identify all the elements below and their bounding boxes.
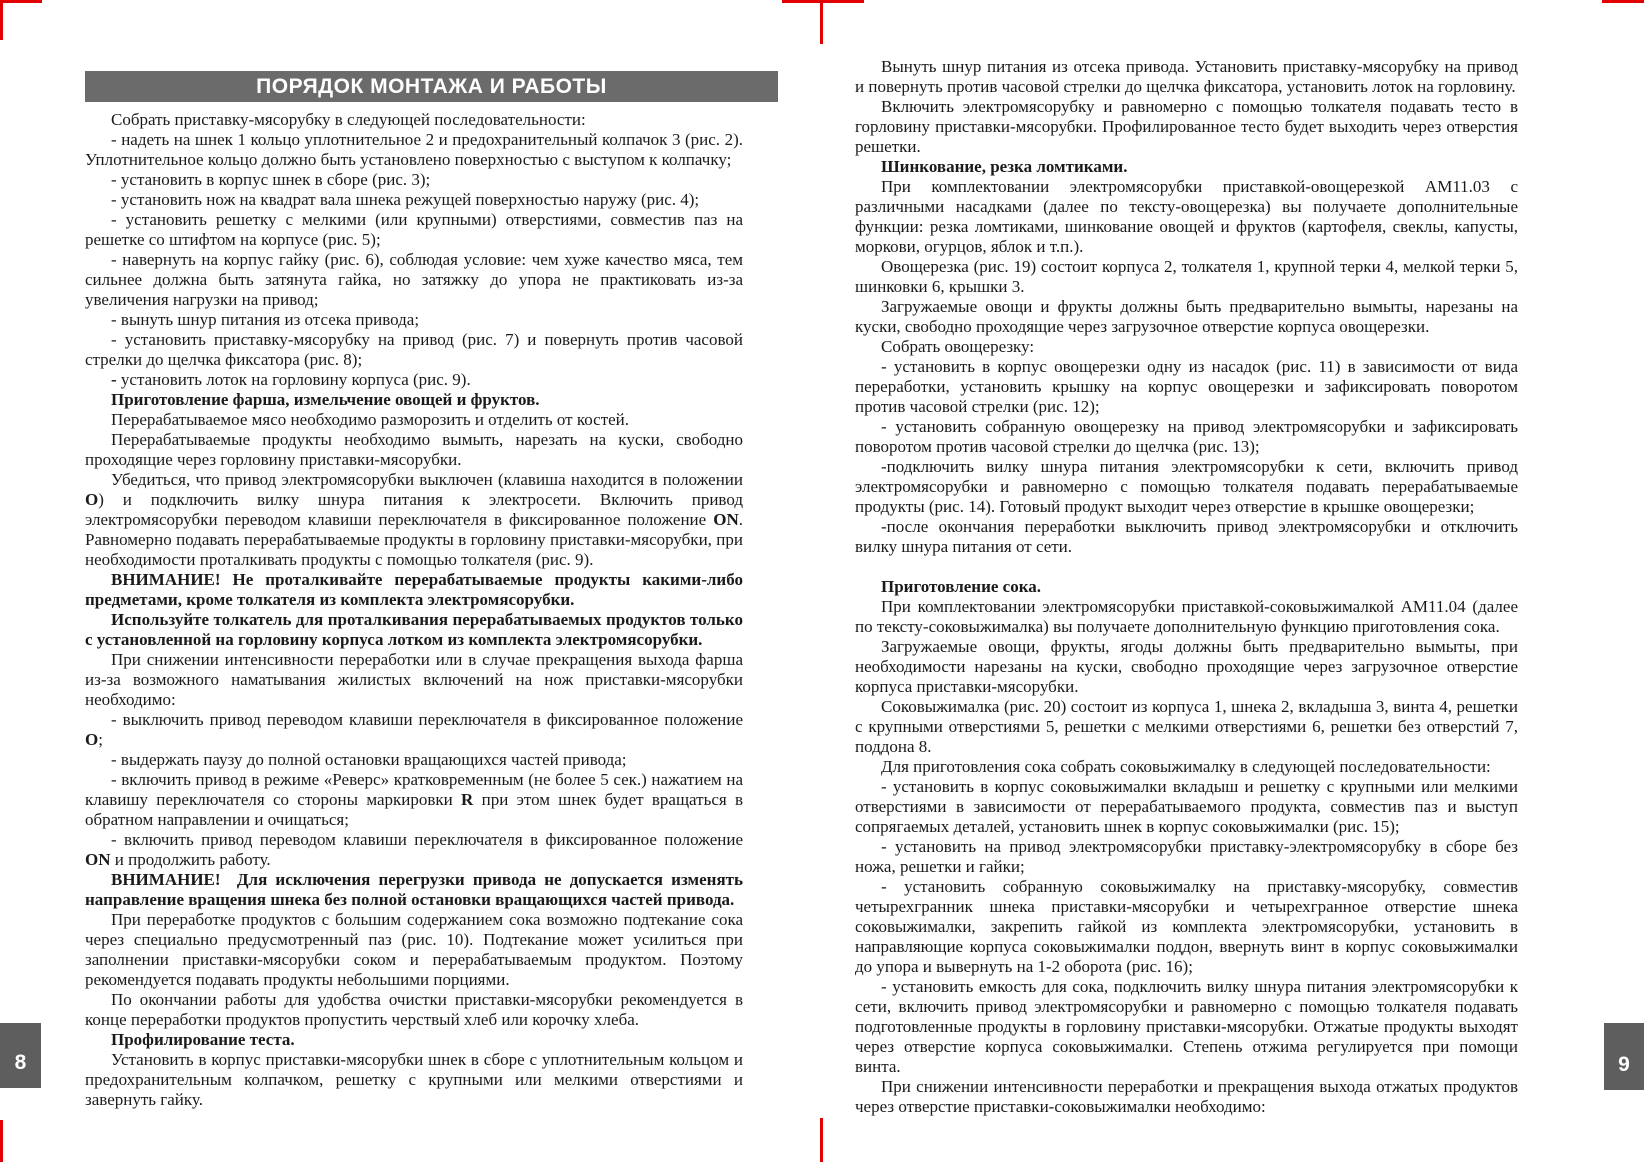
- paragraph: [85, 910, 743, 990]
- text-run: Овощерезка (рис. 19) состоит корпуса 2, толкателя 1, крупной терки 4, мелкой терки 5, шинковки 6, крышки 3.: [855, 257, 1518, 296]
- paragraph: [855, 257, 1518, 297]
- text-run: Установить в корпус приставки-мясорубки шнек в сборе с уплотнительным кольцом и предохранительным колпачком, решетку с крупными или мелкими отверстиями и завернуть гайку.: [85, 1050, 743, 1109]
- page-number-badge-left: [0, 1023, 41, 1088]
- text-run: При снижении интенсивности переработки или в случае прекращения выхода фарша из-за возможного наматывания жилистых включений на нож приставки-мясорубки необходимо:: [85, 650, 743, 709]
- paragraph: [855, 417, 1518, 457]
- crop-mark-bottom-left-vertical: [0, 1120, 3, 1162]
- paragraph: [85, 310, 743, 330]
- text-run: Загружаемые овощи и фрукты должны быть предварительно вымыты, нарезаны на куски, свободно проходящие через загрузочное отверстие корпуса овощерезки.: [855, 297, 1518, 336]
- paragraph: [855, 777, 1518, 837]
- paragraph: [85, 410, 743, 430]
- page-number-badge-right: [1604, 1023, 1644, 1090]
- paragraph: [855, 177, 1518, 257]
- section-header-bar: [85, 71, 778, 102]
- bold-text-run: Шинкование, резка ломтиками.: [881, 157, 1128, 176]
- text-run: - вынуть шнур питания из отсека привода;: [111, 310, 420, 329]
- crop-mark-top-left-horizontal: [0, 0, 42, 3]
- text-run: Убедиться, что привод электромясорубки выключен (клавиша находится в положении: [111, 470, 743, 489]
- text-run: - включить привод в режиме «Реверс» кратковременным (не более 5 сек.) нажатием на клавишу переключателя со стороны маркировки: [85, 770, 743, 809]
- paragraph: [85, 770, 743, 830]
- paragraph: [855, 357, 1518, 417]
- paragraph: [855, 1077, 1518, 1117]
- text-run: - выдержать паузу до полной остановки вращающихся частей привода;: [111, 750, 627, 769]
- paragraph: [85, 570, 743, 610]
- text-run: при этом шнек будет вращаться в обратном направлении и очищаться;: [85, 790, 743, 829]
- text-run: Собрать овощерезку:: [881, 337, 1035, 356]
- text-run: ;: [98, 730, 103, 749]
- bold-text-run: Приготовление сока.: [881, 577, 1042, 596]
- paragraph: [85, 750, 743, 770]
- text-run: Перерабатываемые продукты необходимо вымыть, нарезать на куски, свободно проходящие через горловину приставки-мясорубки.: [85, 430, 743, 469]
- bold-text-run: О: [85, 730, 99, 749]
- text-run: При снижении интенсивности переработки и прекращения выхода отжатых продуктов через отверстие приставки-соковыжималки необходимо:: [855, 1077, 1518, 1116]
- paragraph: [855, 837, 1518, 877]
- page-number-right: 9: [1618, 1052, 1630, 1076]
- right-page-text-column: [855, 57, 1518, 1117]
- paragraph: [855, 977, 1518, 1077]
- paragraph: [855, 57, 1518, 97]
- bold-text-run: Используйте толкатель для проталкивания перерабатываемых продуктов только с установленной на горловину корпуса лотком из комплекта электромясорубки.: [85, 610, 743, 649]
- text-run: - установить емкость для сока, подключить вилку шнура питания электромясорубки к сети, включить привод электромясорубки и равномерно с помощью толкателя подавать подготовленные продукты в горловину приставки-мясорубки. Отжатые продукты выходят через отверстие корпуса соковыжималки. Степень отжима регулируется при помощи винта.: [855, 977, 1518, 1076]
- bold-text-run: ВНИМАНИЕ! Для исключения перегрузки привода не допускается изменять направление вращения шнека без полной остановки вращающихся частей привода.: [85, 870, 743, 909]
- text-run: - установить в корпус овощерезки одну из насадок (рис. 11) в зависимости от вида переработки, установить крышку на корпус овощерезки и зафиксировать поворотом против часовой стрелки (рис. 12);: [855, 357, 1518, 416]
- text-run: Соковыжималка (рис. 20) состоит из корпуса 1, шнека 2, вкладыша 3, винта 4, решетки с крупными отверстиями 5, решетки с мелкими отверстиями 6, решетки без отверстий 7, поддона 8.: [855, 697, 1518, 756]
- text-run: При комплектовании электромясорубки приставкой-овощерезкой АМ11.03 с различными насадками (далее по тексту-овощерезка) вы получаете дополнительные функции: резка ломтиками, шинкование овощей и фруктов (картофеля, свеклы, капусты, моркови, огурцов, яблок и т.п.).: [855, 177, 1518, 256]
- text-run: - установить в корпус соковыжималки вкладыш и решетку с крупными или мелкими отверстиями в зависимости от перерабатываемого продукта, совместив паз и выступ сопрягаемых деталей, установить шнек в корпус соковыжималки (рис. 15);: [855, 777, 1518, 836]
- paragraph: [85, 710, 743, 750]
- paragraph: [85, 250, 743, 310]
- text-run: - установить решетку с мелкими (или крупными) отверстиями, совместив паз на решетке со штифтом на корпусе (рис. 5);: [85, 210, 743, 249]
- paragraph: [855, 337, 1518, 357]
- bold-text-run: О: [85, 490, 99, 509]
- text-run: Включить электромясорубку и равномерно с помощью толкателя подавать тесто в горловину приставки-мясорубки. Профилированное тесто будет выходить через отверстия решетки.: [855, 97, 1518, 156]
- text-run: - выключить привод переводом клавиши переключателя в фиксированное положение: [111, 710, 743, 729]
- paragraph: [85, 110, 743, 130]
- paragraph: [855, 157, 1518, 177]
- paragraph: [85, 470, 743, 570]
- bold-text-run: ВНИМАНИЕ! Не проталкивайте перерабатываемые продукты какими-либо предметами, кроме толкателя из комплекта электромясорубки.: [85, 570, 743, 609]
- text-run: - установить собранную соковыжималку на приставку-мясорубку, совместив четырехгранник шнека приставки-мясорубки и четырехгранное отверстие шнека соковыжималки, закрепить гайкой из комплекта электромясорубки, установить в направляющие корпуса соковыжималки поддон, ввернуть винт в корпус соковыжималки до упора и вывернуть на 1-2 оборота (рис. 16);: [855, 877, 1518, 976]
- text-run: Для приготовления сока собрать соковыжималку в следующей последовательности:: [881, 757, 1491, 776]
- text-run: Загружаемые овощи, фрукты, ягоды должны быть предварительно вымыты, при необходимости нарезаны на куски, свободно проходящие через загрузочное отверстие корпуса приставки-мясорубки.: [855, 637, 1518, 696]
- bold-text-run: R: [461, 790, 474, 809]
- paragraph: [85, 130, 743, 170]
- crop-mark-top-center-vertical: [820, 0, 823, 44]
- text-run: и продолжить работу.: [110, 850, 271, 869]
- paragraph: [855, 877, 1518, 977]
- text-run: . Равномерно подавать перерабатываемые продукты в горловину приставки-мясорубки, при необходимости проталкивать продукты с помощью толкателя (рис. 9).: [85, 510, 743, 569]
- text-run: - установить на привод электромясорубки приставку-электромясорубку в сборе без ножа, решетки и гайки;: [855, 837, 1518, 876]
- paragraph: [85, 430, 743, 470]
- bold-text-run: Приготовление фарша, измельчение овощей и фруктов.: [111, 390, 540, 409]
- paragraph: [85, 990, 743, 1030]
- text-run: Собрать приставку-мясорубку в следующей последовательности:: [111, 110, 586, 129]
- text-run: - навернуть на корпус гайку (рис. 6), соблюдая условие: чем хуже качество мяса, тем сильнее должна быть затянута гайка, но затяжку до упора не практиковать из-за увеличения нагрузки на привод;: [85, 250, 743, 309]
- paragraph: [85, 210, 743, 250]
- text-run: -подключить вилку шнура питания электромясорубки к сети, включить привод электромясорубки и равномерно с помощью толкателя подавать перерабатываемые продукты (рис. 14). Готовый продукт выходит через отверстие в крышке овощерезки;: [855, 457, 1518, 516]
- text-run: Вынуть шнур питания из отсека привода. Установить приставку-мясорубку на привод и повернуть против часовой стрелки до щелчка фиксатора, установить лоток на горловину.: [855, 57, 1518, 96]
- paragraph: [855, 757, 1518, 777]
- text-run: ) и подключить вилку шнура питания к электросети. Включить привод электромясорубки переводом клавиши переключателя в фиксированное положение: [85, 490, 743, 529]
- paragraph: [855, 637, 1518, 697]
- paragraph: [85, 830, 743, 870]
- paragraph: [855, 97, 1518, 157]
- paragraph: [855, 457, 1518, 517]
- crop-mark-top-right-horizontal: [1602, 0, 1644, 3]
- text-run: - установить в корпус шнек в сборе (рис. 3);: [111, 170, 431, 189]
- crop-mark-top-center-horizontal: [782, 0, 864, 3]
- paragraph: [85, 370, 743, 390]
- bold-text-run: ON: [713, 510, 739, 529]
- text-run: - установить собранную овощерезку на привод электромясорубки и зафиксировать поворотом против часовой стрелки до щелчка (рис. 13);: [855, 417, 1518, 456]
- paragraph: [85, 870, 743, 910]
- paragraph: [855, 297, 1518, 337]
- text-run: - надеть на шнек 1 кольцо уплотнительное 2 и предохранительный колпачок 3 (рис. 2). Уплотнительное кольцо должно быть установлено поверхностью с выступом к колпачку;: [85, 130, 743, 169]
- crop-mark-bottom-center-vertical: [820, 1118, 823, 1162]
- page-number-left: 8: [14, 1050, 27, 1074]
- text-run: - установить нож на квадрат вала шнека режущей поверхностью наружу (рис. 4);: [111, 190, 700, 209]
- text-run: - включить привод переводом клавиши переключателя в фиксированное положение: [111, 830, 743, 849]
- bold-text-run: ON: [85, 850, 111, 869]
- paragraph: [85, 1050, 743, 1110]
- text-run: Перерабатываемое мясо необходимо разморозить и отделить от костей.: [111, 410, 630, 429]
- text-run: При комплектовании электромясорубки приставкой-соковыжималкой АМ11.04 (далее по тексту-соковыжималка) вы получаете дополнительную функцию приготовления сока.: [855, 597, 1518, 636]
- paragraph: [85, 330, 743, 370]
- paragraph: [855, 517, 1518, 557]
- text-run: установить лоток на горловину корпуса (рис. 9).: [120, 370, 471, 389]
- crop-mark-top-left-vertical: [0, 0, 3, 40]
- text-run: - установить приставку-мясорубку на привод (рис. 7) и повернуть против часовой стрелки до щелчка фиксатора (рис. 8);: [85, 330, 743, 369]
- paragraph: [855, 577, 1518, 597]
- bold-text-run: -: [111, 370, 121, 389]
- paragraph: [855, 597, 1518, 637]
- left-page-text-column: [85, 110, 743, 1110]
- paragraph: [85, 390, 743, 410]
- text-run: -после окончания переработки выключить привод электромясорубки и отключить вилку шнура питания от сети.: [855, 517, 1518, 556]
- paragraph: [855, 697, 1518, 757]
- paragraph: [85, 190, 743, 210]
- text-run: При переработке продуктов с большим содержанием сока возможно подтекание сока через специально предусмотренный паз (рис. 10). Подтекание может усилиться при заполнении приставки-мясорубки соком и перерабатываемым продуктом. Поэтому рекомендуется подавать продукты небольшими порциями.: [85, 910, 743, 989]
- section-title: ПОРЯДОК МОНТАЖА И РАБОТЫ: [256, 74, 607, 98]
- paragraph: [85, 170, 743, 190]
- paragraph: [85, 610, 743, 650]
- paragraph: [85, 650, 743, 710]
- bold-text-run: Профилирование теста.: [111, 1030, 295, 1049]
- paragraph: [85, 1030, 743, 1050]
- text-run: По окончании работы для удобства очистки приставки-мясорубки рекомендуется в конце переработки продуктов пропустить черствый хлеб или корочку хлеба.: [85, 990, 743, 1029]
